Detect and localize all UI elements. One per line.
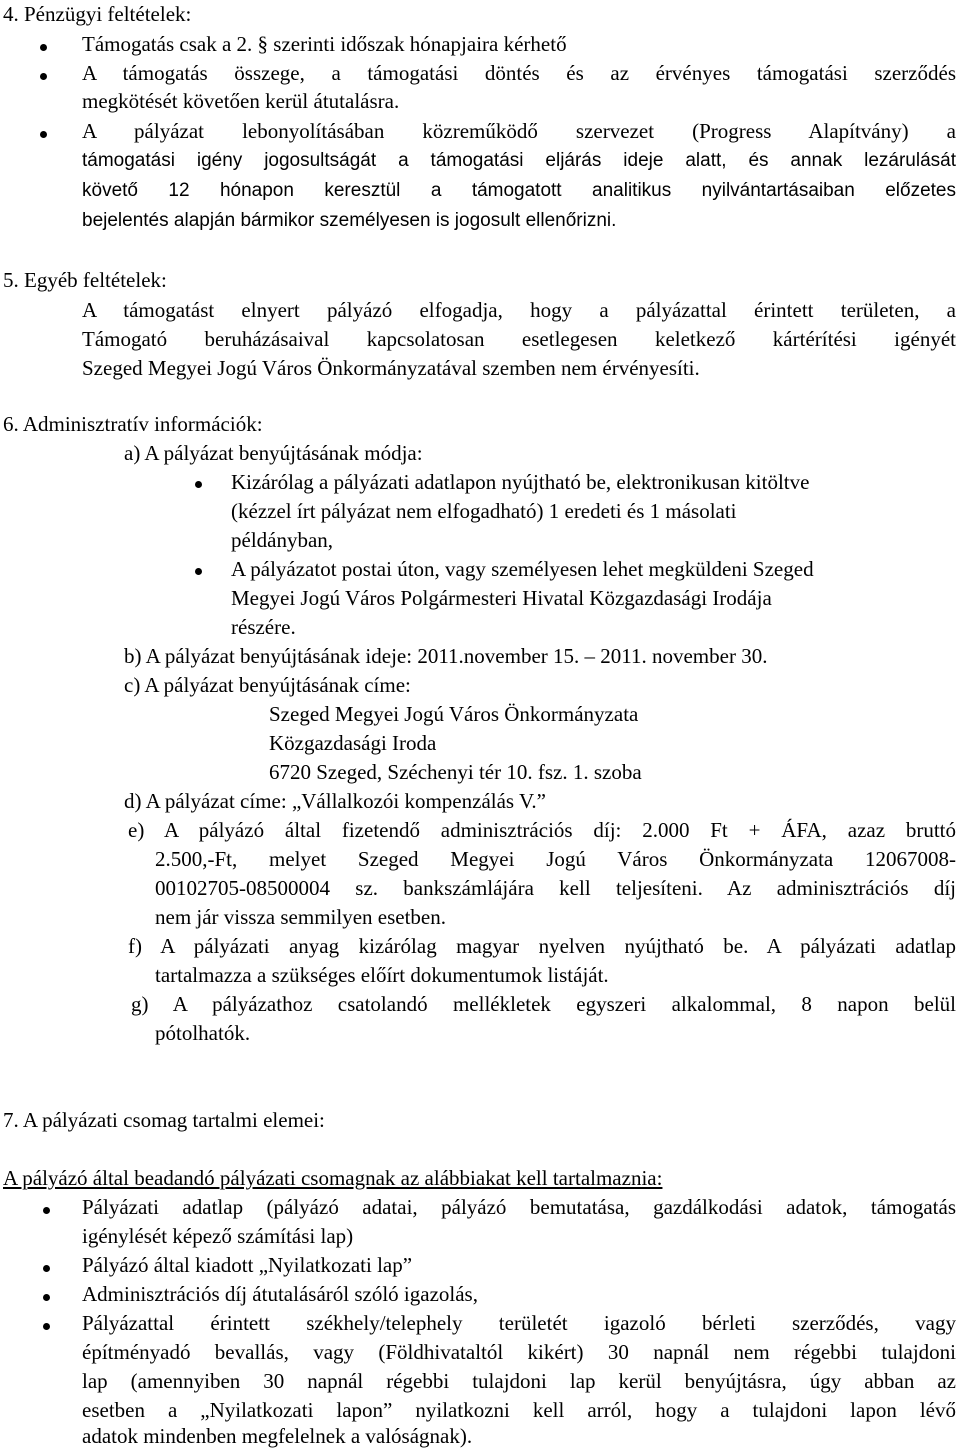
bullet-icon bbox=[40, 131, 47, 138]
s6-d: d) A pályázat címe: „Vállalkozói kompenzálás V.” bbox=[124, 789, 546, 813]
s4-bullet-2-line-2: megkötését követően kerül átutalásra. bbox=[82, 89, 400, 113]
s5-line-3: Szeged Megyei Jogú Város Önkormányzatával szemben nem érvényesíti. bbox=[82, 356, 700, 380]
bullet-icon bbox=[195, 481, 202, 488]
s6-a-bullet-1-line-3: példányban, bbox=[231, 528, 334, 552]
s4-bullet-3-line-3: követő 12 hónapon keresztül a támogatott analitikus nyilvántartásaiban előzetes bbox=[82, 180, 956, 201]
s4-bullet-3-line-4: bejelentés alapján bármikor személyesen is jogosult ellenőrizni. bbox=[82, 210, 617, 231]
s7-item-4-line-2: építményadó bevallás, vagy (Földhivataltól kikért) 30 napnál nem régebbi tulajdoni bbox=[82, 1340, 956, 1364]
s7-item-4-line-4: esetben a „Nyilatkozati lapon” nyilatkozni kell arról, hogy a tulajdoni lapon lévő bbox=[82, 1398, 956, 1422]
bullet-icon bbox=[43, 1323, 50, 1330]
s7-item-4-line-5: adatok mindenben megfelelnek a valóságnak). bbox=[82, 1424, 473, 1448]
s5-line-2: Támogató beruházásaival kapcsolatosan esetlegesen keletkező kártérítési igényét bbox=[82, 327, 956, 351]
s6-a-bullet-1-line-2: (kézzel írt pályázat nem elfogadható) 1 eredeti és 1 másolati bbox=[231, 499, 737, 523]
bullet-icon bbox=[43, 1207, 50, 1214]
s6-f-line-2: tartalmazza a szükséges előírt dokumentumok listáját. bbox=[155, 963, 609, 987]
s4-bullet-3-line-1: A pályázat lebonyolításában közreműködő szervezet (Progress Alapítvány) a bbox=[82, 119, 956, 143]
s6-e-line-1: e) A pályázó által fizetendő adminisztrációs díj: 2.000 Ft + ÁFA, azaz bruttó bbox=[128, 818, 956, 842]
s4-bullet-1: Támogatás csak a 2. § szerinti időszak hónapjaira kérhető bbox=[82, 32, 567, 56]
s6-c-address-2: Közgazdasági Iroda bbox=[269, 731, 437, 755]
s4-bullet-2-line-1: A támogatás összege, a támogatási döntés és az érvényes támogatási szerződés bbox=[82, 61, 956, 85]
s7-item-4-line-3: lap (amennyiben 30 napnál régebbi tulajdoni lap kerül benyújtásra, úgy abban az bbox=[82, 1369, 956, 1393]
section-5-heading: 5. Egyéb feltételek: bbox=[3, 268, 167, 292]
s6-c-title: c) A pályázat benyújtásának címe: bbox=[124, 673, 411, 697]
s6-g-line-1: g) A pályázathoz csatolandó mellékletek egyszeri alkalommal, 8 napon belül bbox=[131, 992, 956, 1016]
s5-line-1: A támogatást elnyert pályázó elfogadja, hogy a pályázattal érintett területen, a bbox=[82, 298, 956, 322]
s6-e-line-4: nem jár vissza semmilyen esetben. bbox=[155, 905, 446, 929]
bullet-icon bbox=[40, 73, 47, 80]
s6-b: b) A pályázat benyújtásának ideje: 2011.november 15. – 2011. november 30. bbox=[124, 644, 768, 668]
bullet-icon bbox=[195, 568, 202, 575]
s6-g-line-2: pótolhatók. bbox=[155, 1021, 251, 1045]
bullet-icon bbox=[43, 1294, 50, 1301]
section-7-heading: 7. A pályázati csomag tartalmi elemei: bbox=[3, 1108, 325, 1132]
s6-a-bullet-2-line-2: Megyei Jogú Város Polgármesteri Hivatal Közgazdasági Irodája bbox=[231, 586, 772, 610]
s7-item-3: Adminisztrációs díj átutalásáról szóló igazolás, bbox=[82, 1282, 478, 1306]
s6-a-bullet-2-line-3: részére. bbox=[231, 615, 296, 639]
s7-item-2: Pályázó által kiadott „Nyilatkozati lap” bbox=[82, 1253, 413, 1277]
bullet-icon bbox=[43, 1265, 50, 1272]
s7-item-4-line-1: Pályázattal érintett székhely/telephely területét igazoló bérleti szerződés, vagy bbox=[82, 1311, 956, 1335]
s6-a-title: a) A pályázat benyújtásának módja: bbox=[124, 441, 423, 465]
s6-a-bullet-1-line-1: Kizárólag a pályázati adatlapon nyújtható be, elektronikusan kitöltve bbox=[231, 470, 810, 494]
s6-e-line-3: 00102705-08500004 sz. bankszámlájára kell teljesíteni. Az adminisztrációs díj bbox=[155, 876, 956, 900]
section-6-heading: 6. Adminisztratív információk: bbox=[3, 412, 263, 436]
s4-bullet-3-line-2: támogatási igény jogosultságát a támogatási eljárás ideje alatt, és annak lezárulását bbox=[82, 150, 956, 171]
s7-item-1-line-2: igénylését képező számítási lap) bbox=[82, 1224, 354, 1248]
s6-c-address-1: Szeged Megyei Jogú Város Önkormányzata bbox=[269, 702, 639, 726]
s6-a-bullet-2-line-1: A pályázatot postai úton, vagy személyesen lehet megküldeni Szeged bbox=[231, 557, 814, 581]
s7-intro: A pályázó által beadandó pályázati csomagnak az alábbiakat kell tartalmaznia: bbox=[3, 1166, 663, 1190]
bullet-icon bbox=[40, 44, 47, 51]
s6-e-line-2: 2.500,-Ft, melyet Szeged Megyei Jogú Város Önkormányzata 12067008- bbox=[155, 847, 956, 871]
s7-item-1-line-1: Pályázati adatlap (pályázó adatai, pályázó bemutatása, gazdálkodási adatok, támogatás bbox=[82, 1195, 956, 1219]
s6-f-line-1: f) A pályázati anyag kizárólag magyar nyelven nyújtható be. A pályázati adatlap bbox=[128, 934, 956, 958]
s6-c-address-3: 6720 Szeged, Széchenyi tér 10. fsz. 1. szoba bbox=[269, 760, 642, 784]
section-4-heading: 4. Pénzügyi feltételek: bbox=[3, 2, 192, 26]
